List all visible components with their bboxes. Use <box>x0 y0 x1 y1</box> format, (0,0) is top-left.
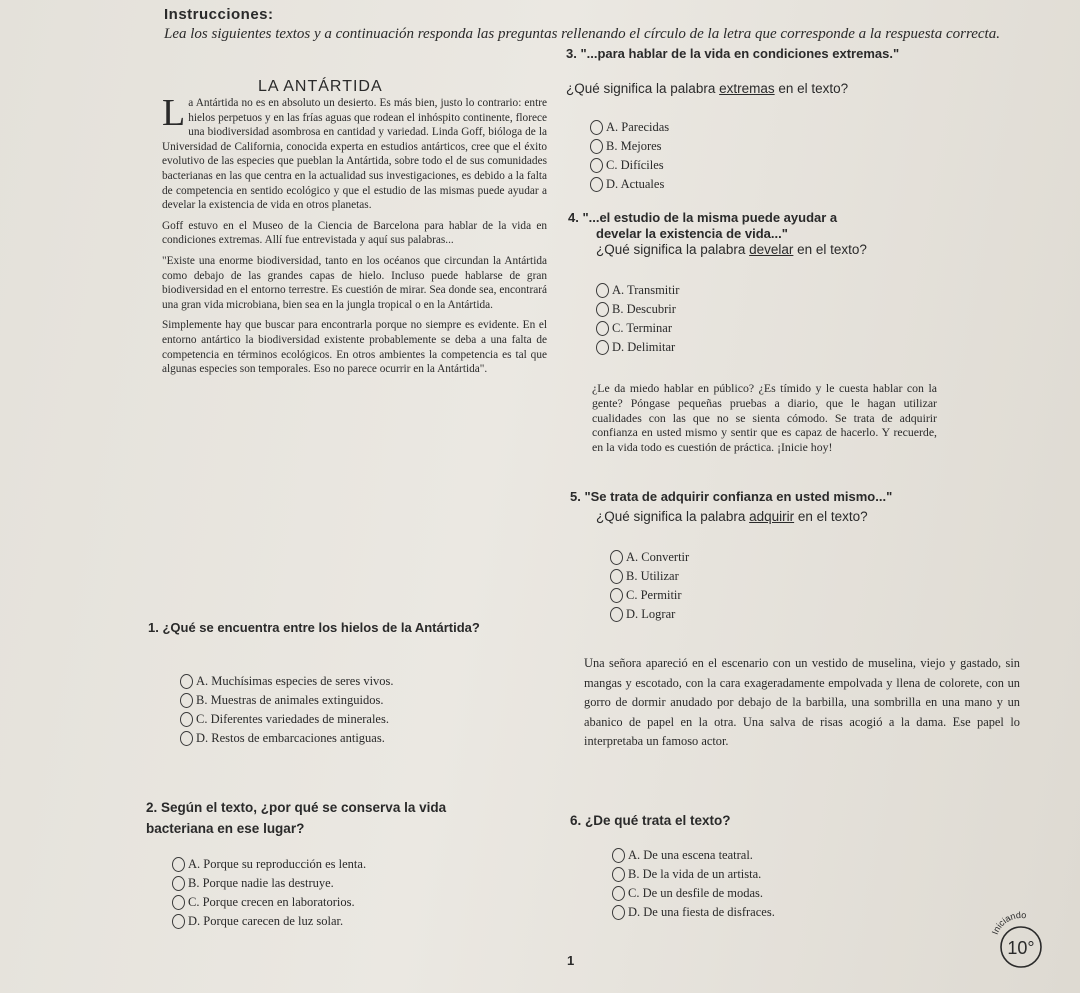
stamp-grade-text: 10° <box>1007 938 1035 958</box>
question-5-option-d[interactable]: D. Lograr <box>610 605 689 624</box>
grade-stamp <box>986 905 1056 975</box>
answer-bubble[interactable] <box>180 712 193 727</box>
article-paragraph-1: La Antártida no es en absoluto un desierto. Es más bien, justo lo contrario: entre hielos perpetuos y en las frías aguas que rodean el inhóspito continente, florece una biodiversidad asombrosa en cantidad y variedad. Linda Goff, bióloga de la Universidad de California, conocida experta en estudios antárticos, cree que el éxito evolutivo de las especies que pueblan la Antártida, sobre todo el de sus comunidades bacterianas en las que centra en la actualidad sus investigaciones, es debido a la falta de competencia en sentido ecológico y que el estudio de las mismas puede ayudar a develar la existencia de vida en otros planetas. <box>162 92 547 212</box>
question-2-option-d[interactable]: D. Porque carecen de luz solar. <box>172 912 366 931</box>
question-4-option-b[interactable]: B. Descubrir <box>596 300 679 319</box>
question-1-option-d[interactable]: D. Restos de embarcaciones antiguas. <box>180 729 394 748</box>
answer-bubble[interactable] <box>180 674 193 689</box>
answer-bubble[interactable] <box>612 867 625 882</box>
article-title: LA ANTÁRTIDA <box>258 78 383 95</box>
question-2-option-c[interactable]: C. Porque crecen en laboratorios. <box>172 893 366 912</box>
key-word: extremas <box>719 81 775 96</box>
answer-bubble[interactable] <box>596 302 609 317</box>
question-1-option-a[interactable]: A. Muchísimas especies de seres vivos. <box>180 672 394 691</box>
key-word: develar <box>749 242 794 257</box>
stamp-graphic <box>986 905 1056 975</box>
answer-bubble[interactable] <box>610 550 623 565</box>
answer-bubble[interactable] <box>610 607 623 622</box>
question-5-quote: 5. "Se trata de adquirir confianza en usted mismo..." <box>570 489 893 504</box>
question-6-options <box>612 846 775 922</box>
answer-bubble[interactable] <box>596 283 609 298</box>
question-4-option-a[interactable]: A. Transmitir <box>596 281 679 300</box>
question-3-option-a[interactable]: A. Parecidas <box>590 118 669 137</box>
answer-bubble[interactable] <box>596 321 609 336</box>
question-1-title: 1. ¿Qué se encuentra entre los hielos de la Antártida? <box>148 620 480 635</box>
question-3-option-c[interactable]: C. Difíciles <box>590 156 669 175</box>
answer-bubble[interactable] <box>610 588 623 603</box>
question-2-title: 2. Según el texto, ¿por qué se conserva la vida bacteriana en ese lugar? <box>146 800 447 836</box>
question-3-option-d[interactable]: D. Actuales <box>590 175 669 194</box>
question-4-option-d[interactable]: D. Delimitar <box>596 338 679 357</box>
question-6-option-c[interactable]: C. De un desfile de modas. <box>612 884 775 903</box>
answer-bubble[interactable] <box>590 139 603 154</box>
answer-bubble[interactable] <box>180 731 193 746</box>
answer-bubble[interactable] <box>610 569 623 584</box>
answer-bubble[interactable] <box>172 895 185 910</box>
dropcap-letter: L <box>162 92 186 134</box>
question-5-question: ¿Qué significa la palabra adquirir en el texto? <box>596 509 868 524</box>
article-paragraph-2: Goff estuvo en el Museo de la Ciencia de Barcelona para hablar de la vida en condiciones extremas. Allí fue entrevistada y aquí sus palabras... <box>162 219 547 247</box>
question-3-question: ¿Qué significa la palabra extremas en el texto? <box>566 81 849 96</box>
key-word: adquirir <box>749 509 795 524</box>
article-paragraph-3: "Existe una enorme biodiversidad, tanto en los océanos que circundan la Antártida como debajo de las grandes capas de hielo. Incluso puede hablarse de gran biodiversidad en el entorno terrestre. Es cuestión de mirar. Sea donde sea, encontrará una gran vida microbiana, bien sea en la jungla tropical o en la Antártida. <box>162 254 547 311</box>
answer-bubble[interactable] <box>612 886 625 901</box>
passage-public-speaking: ¿Le da miedo hablar en público? ¿Es tímido y le cuesta hablar con la gente? Póngase pequeñas pruebas a diario, que le hagan utilizar cualidades con las que no se sienta cómodo. Se trata de adquirir confianza en usted mismo y sentir que es capaz de hacerlo. Y recuerde, en la vida todo es cuestión de práctica. ¡Inicie hoy! <box>592 381 937 455</box>
question-3-options <box>590 118 669 194</box>
question-5-option-a[interactable]: A. Convertir <box>610 548 689 567</box>
question-6-option-d[interactable]: D. De una fiesta de disfraces. <box>612 903 775 922</box>
question-6-title: 6. ¿De qué trata el texto? <box>570 813 731 828</box>
answer-bubble[interactable] <box>590 120 603 135</box>
answer-bubble[interactable] <box>612 905 625 920</box>
question-2-option-b[interactable]: B. Porque nadie las destruye. <box>172 874 366 893</box>
question-3-quote: 3. "...para hablar de la vida en condiciones extremas." <box>566 46 900 61</box>
question-1-option-c[interactable]: C. Diferentes variedades de minerales. <box>180 710 394 729</box>
answer-bubble[interactable] <box>172 857 185 872</box>
page-number: 1 <box>567 953 575 968</box>
question-5-options <box>610 548 689 624</box>
answer-bubble[interactable] <box>172 914 185 929</box>
stamp-arc-text: Iniciando <box>989 909 1027 936</box>
question-5-option-c[interactable]: C. Permitir <box>610 586 689 605</box>
question-1-options <box>180 672 394 748</box>
answer-bubble[interactable] <box>172 876 185 891</box>
answer-bubble[interactable] <box>590 177 603 192</box>
question-4-option-c[interactable]: C. Terminar <box>596 319 679 338</box>
question-2-options <box>172 855 366 931</box>
answer-bubble[interactable] <box>180 693 193 708</box>
instructions-text: Lea los siguientes textos y a continuación responda las preguntas rellenando el círculo de la letra que corresponde a la respuesta correcta. <box>164 26 1000 42</box>
question-6-option-a[interactable]: A. De una escena teatral. <box>612 846 775 865</box>
question-3-option-b[interactable]: B. Mejores <box>590 137 669 156</box>
question-4-quote: 4. "...el estudio de la misma puede ayudar a develar la existencia de vida..." <box>568 210 838 241</box>
question-1-option-b[interactable]: B. Muestras de animales extinguidos. <box>180 691 394 710</box>
question-5-option-b[interactable]: B. Utilizar <box>610 567 689 586</box>
answer-bubble[interactable] <box>590 158 603 173</box>
instructions-title: Instrucciones: <box>164 6 274 23</box>
answer-bubble[interactable] <box>612 848 625 863</box>
passage-theater: Una señora apareció en el escenario con un vestido de muselina, viejo y gastado, sin mangas y escotado, con la cara exageradamente empolvada y llena de colorete, con un gorro de dormir anudado por debajo de la barbilla, una sombrilla en una mano y un abanico de papel en la otra. Una salva de risas acogió a la dama. Ese papel lo interpretaba un famoso actor. <box>584 656 1020 749</box>
article-paragraph-4: Simplemente hay que buscar para encontrarla porque no siempre es evidente. En el entorno antártico la biodiversidad existente probablemente se deba a una falta de competencia en términos ecológicos. En otros ambientes la competencia es tal que algunas especies son temporales. Eso no parece ocurrir en la Antártida". <box>162 319 547 376</box>
question-6-option-b[interactable]: B. De la vida de un artista. <box>612 865 775 884</box>
question-4-options <box>596 281 679 357</box>
question-2-option-a[interactable]: A. Porque su reproducción es lenta. <box>172 855 366 874</box>
question-4-question: ¿Qué significa la palabra develar en el texto? <box>596 242 867 257</box>
article-body <box>162 92 547 383</box>
answer-bubble[interactable] <box>596 340 609 355</box>
